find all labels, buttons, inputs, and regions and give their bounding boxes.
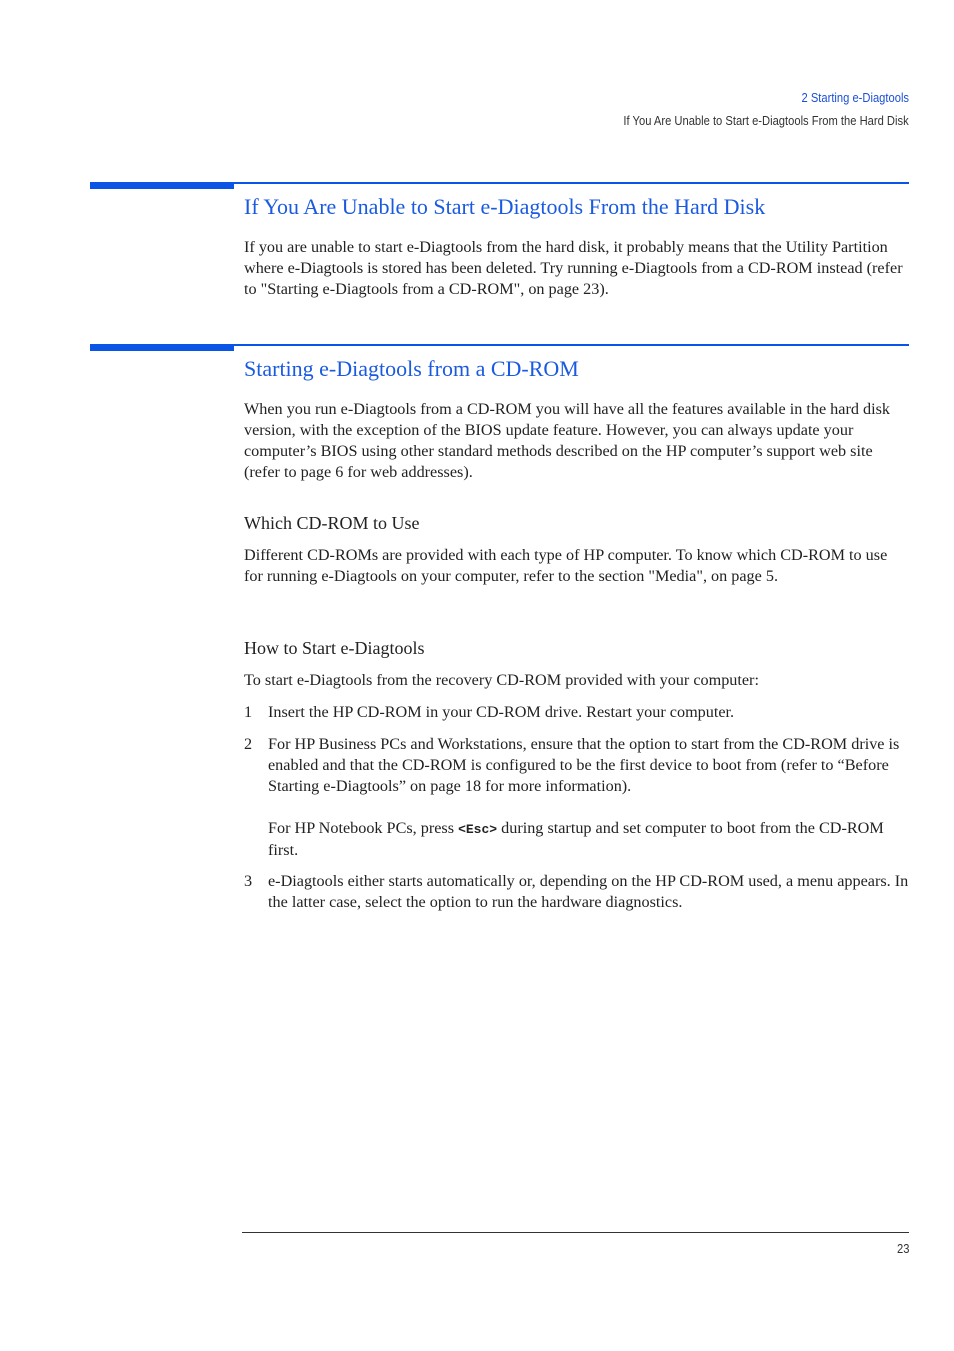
section-rule-line — [234, 182, 909, 184]
subheading-how-to-start: How to Start e-Diagtools — [244, 638, 425, 658]
footer-rule — [242, 1232, 909, 1233]
step-note-notebook — [268, 818, 910, 861]
step-note-text: during startup and set computer to boot from the CD-ROM first. — [268, 819, 884, 859]
section-rule-line — [234, 344, 909, 346]
section-title-unable-to-start: If You Are Unable to Start e-Diagtools From the Hard Disk — [244, 194, 766, 219]
step-text: e-Diagtools either starts automatically or, depending on the HP CD-ROM used, a menu appears. In the latter case, select the option to run the hardware diagnostics. — [268, 872, 909, 911]
esc-key-label: <Esc> — [458, 822, 498, 837]
section-rule-accent — [90, 182, 234, 189]
step-text: For HP Business PCs and Workstations, ensure that the option to start from the CD-ROM drive is enabled and that the CD-ROM is configured to be the first device to boot from (refer to “Before Starting e-Diagtools” on page 18 for more information). — [268, 735, 900, 795]
step-text: Insert the HP CD-ROM in your CD-ROM drive. Restart your computer. — [268, 703, 735, 721]
body-how-to-start-intro: To start e-Diagtools from the recovery CD-ROM provided with your computer: — [244, 671, 759, 689]
step-number: 1 — [244, 703, 253, 721]
section-rule-accent — [90, 344, 234, 351]
section-body-cd-rom: When you run e-Diagtools from a CD-ROM you will have all the features available in the hard disk version, with the exception of the BIOS update feature. However, you can always update your computer’s BIOS using other standard methods described on the HP computer’s support web site (refer to page 6 for web addresses). — [244, 400, 890, 481]
step-number: 2 — [244, 735, 253, 753]
step-number: 3 — [244, 872, 253, 890]
running-header-chapter: 2 Starting e-Diagtools — [801, 90, 909, 105]
body-which-cd-rom: Different CD-ROMs are provided with each type of HP computer. To know which CD-ROM to use for running e-Diagtools on your computer, refer to the section "Media", on page 5. — [244, 546, 888, 585]
section-body-unable-to-start: If you are unable to start e-Diagtools from the hard disk, it probably means that the Utility Partition where e-Diagtools is stored has been deleted. Try running e-Diagtools from a CD-ROM instead (refer to "Starting e-Diagtools from a CD-ROM", on page 23). — [244, 238, 903, 298]
section-title-cd-rom: Starting e-Diagtools from a CD-ROM — [244, 356, 579, 381]
step-note-text: For HP Notebook PCs, press — [268, 819, 459, 837]
page-number: 23 — [896, 1241, 909, 1256]
running-header-section: If You Are Unable to Start e-Diagtools From the Hard Disk — [623, 113, 909, 128]
subheading-which-cd-rom: Which CD-ROM to Use — [244, 513, 420, 533]
